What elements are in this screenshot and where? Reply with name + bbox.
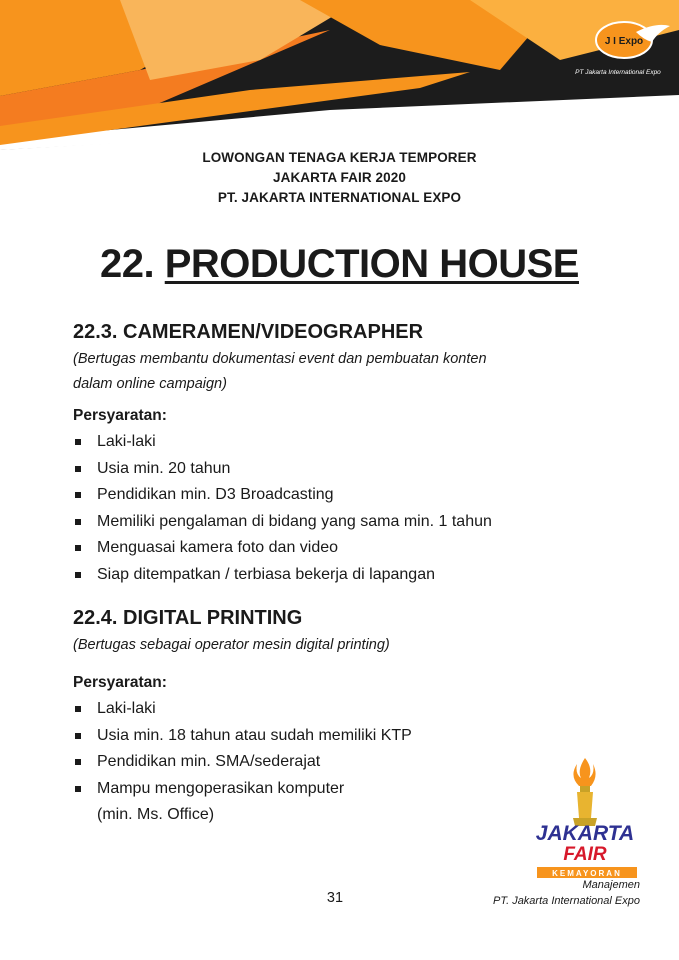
section-description-line: (Bertugas membantu dokumentasi event dan pembuatan konten: [73, 351, 487, 367]
jakarta-fair-logo-line3: KEMAYORAN: [552, 869, 622, 878]
page-title: [0, 238, 679, 290]
header-line-2: JAKARTA FAIR 2020: [273, 170, 406, 185]
section-description: [73, 633, 633, 658]
jakarta-fair-logo-line1: JAKARTA: [535, 822, 635, 845]
section-title: 22.3. CAMERAMEN/VIDEOGRAPHER: [73, 321, 424, 343]
jakarta-fair-logo-line2: FAIR: [563, 844, 607, 865]
section-description-line: (Bertugas sebagai operator mesin digital printing): [73, 637, 390, 653]
list-item: Pendidikan min. SMA/sederajat: [73, 749, 633, 776]
requirements-list: [73, 429, 633, 588]
jiexpo-logo-text: J I Expo: [604, 36, 644, 47]
section-description-line: dalam online campaign): [73, 376, 227, 392]
list-item: Usia min. 18 tahun atau sudah memiliki KTP: [73, 723, 633, 750]
title-number: 22.: [100, 242, 155, 286]
list-item: Menguasai kamera foto dan video: [73, 535, 633, 562]
section-title: 22.4. DIGITAL PRINTING: [73, 607, 303, 629]
header-line-1: LOWONGAN TENAGA KERJA TEMPORER: [202, 150, 477, 165]
list-item: Mampu mengoperasikan komputer: [73, 776, 633, 803]
page-number: 31: [326, 890, 344, 906]
jakarta-fair-logo: [525, 756, 645, 886]
header-line-3: PT. JAKARTA INTERNATIONAL EXPO: [217, 190, 462, 205]
section-description: [73, 347, 633, 397]
list-item: Laki-laki: [73, 429, 633, 456]
management-line-2: PT. Jakarta International Expo: [493, 895, 640, 907]
title-text: PRODUCTION HOUSE: [164, 242, 579, 286]
list-item: Pendidikan min. D3 Broadcasting: [73, 482, 633, 509]
list-item: Laki-laki: [73, 696, 633, 723]
list-item: Siap ditempatkan / terbiasa bekerja di lapangan: [73, 562, 633, 589]
list-item: Memiliki pengalaman di bidang yang sama min. 1 tahun: [73, 509, 633, 536]
list-item-continuation: (min. Ms. Office): [97, 806, 215, 823]
section-cameramen: [73, 319, 633, 588]
requirements-label: Persyaratan:: [73, 407, 167, 424]
document-header: [0, 148, 679, 208]
list-item: Usia min. 20 tahun: [73, 456, 633, 483]
management-line-1: Manajemen: [582, 879, 640, 891]
requirements-label: Persyaratan:: [73, 674, 167, 691]
jiexpo-caption: PT Jakarta International Expo: [575, 69, 661, 76]
